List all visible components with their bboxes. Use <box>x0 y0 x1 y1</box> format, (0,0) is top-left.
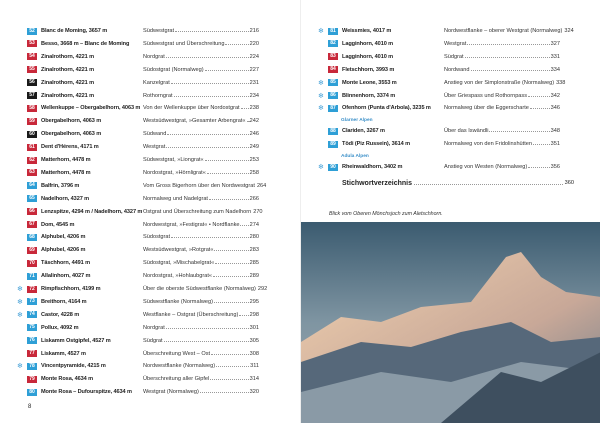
route-description <box>143 118 259 124</box>
summit-name: Blinnenhorn, 3374 m <box>342 92 396 99</box>
section-header: Adula Alpen <box>341 154 369 160</box>
section-header: Glarner Alpen <box>341 118 373 124</box>
summit-name: Zinalrothorn, 4221 m <box>41 92 95 99</box>
toc-entry[interactable] <box>27 181 267 191</box>
toc-entry[interactable] <box>27 194 259 204</box>
toc-entry[interactable] <box>27 374 259 384</box>
route-number-badge: 80 <box>27 389 37 396</box>
page-ref: 311 <box>250 363 259 370</box>
toc-entry[interactable] <box>27 323 259 333</box>
summit-name: Balfrin, 3796 m <box>41 182 80 189</box>
leader-dots <box>205 157 249 161</box>
toc-entry[interactable] <box>27 78 259 88</box>
leader-dots <box>216 363 249 367</box>
route-number-badge: 82 <box>328 40 338 47</box>
snowflake-icon: ❄ <box>17 363 23 371</box>
summit-name: Blanc de Moming, 3657 m <box>41 28 108 34</box>
route-label: Nordgrat <box>143 324 165 331</box>
toc-entry[interactable] <box>27 220 259 230</box>
toc-entry[interactable] <box>328 139 560 149</box>
page-ref: 274 <box>249 221 259 228</box>
toc-entry[interactable] <box>328 52 560 62</box>
page-ref: 242 <box>249 118 259 125</box>
route-description <box>143 67 259 73</box>
route-description <box>143 286 268 292</box>
route-description <box>143 144 259 150</box>
leader-dots <box>214 299 249 303</box>
page-ref: 285 <box>249 260 259 267</box>
route-description <box>143 170 259 176</box>
route-number-badge: 60 <box>27 131 37 138</box>
route-label: Nordostgrat, »Hörnligrat« <box>143 169 206 176</box>
leader-dots <box>241 105 249 109</box>
page-ref: 295 <box>249 298 259 305</box>
leader-dots <box>213 273 249 277</box>
route-number-badge: 74 <box>27 311 37 318</box>
leader-dots <box>174 93 249 97</box>
page-ref: 238 <box>249 105 259 112</box>
route-label: Südostgrat (Normalweg) <box>143 66 204 73</box>
route-description <box>143 208 263 215</box>
route-label: Nordwestflanke (Normalweg) <box>143 363 216 370</box>
page-ref: 264 <box>256 182 267 189</box>
page-ref: 327 <box>550 40 560 47</box>
route-description <box>143 247 259 253</box>
route-description <box>143 260 259 266</box>
page-ref: 224 <box>249 53 259 60</box>
page-ref: 249 <box>249 144 259 151</box>
snowflake-icon: ❄ <box>318 79 324 87</box>
summit-name: Monte Leone, 3553 m <box>342 79 397 86</box>
route-number-badge: 56 <box>27 79 37 86</box>
page-ref: 308 <box>249 350 259 357</box>
summit-name: Alphubel, 4206 m <box>41 234 86 241</box>
route-description <box>143 54 259 60</box>
route-label: Südostgrat <box>143 234 171 241</box>
summit-name: Pollux, 4092 m <box>41 324 79 331</box>
route-label: Rothorngrat <box>143 92 173 99</box>
route-number-badge: 78 <box>27 363 37 370</box>
route-label: Südostgrat, »Mischabelgrat« <box>143 260 215 267</box>
toc-entry[interactable] <box>17 284 268 294</box>
page-ref: 298 <box>249 311 259 318</box>
page-ref: 280 <box>249 234 259 241</box>
route-number-badge: 52 <box>27 28 37 35</box>
summit-name: Castor, 4228 m <box>41 311 80 318</box>
summit-name: Vincentpyramide, 4215 m <box>41 363 106 370</box>
route-number-badge: 83 <box>328 53 338 60</box>
toc-entry[interactable] <box>17 361 259 371</box>
summit-name: Nadelhorn, 4327 m <box>41 195 90 202</box>
route-number-badge: 85 <box>328 79 338 86</box>
page-ref: 246 <box>249 131 259 138</box>
toc-entry[interactable] <box>27 65 259 75</box>
route-number-badge: 58 <box>27 105 37 112</box>
summit-name: Dent d'Hérens, 4171 m <box>41 144 99 151</box>
route-description <box>143 157 259 163</box>
route-number-badge: 81 <box>328 28 338 35</box>
route-number-badge: 88 <box>328 128 338 135</box>
route-number-badge: 79 <box>27 376 37 383</box>
toc-entry[interactable] <box>27 387 259 397</box>
route-number-badge: 54 <box>27 53 37 60</box>
leader-dots <box>209 196 249 200</box>
toc-entry[interactable] <box>27 103 259 113</box>
leader-dots <box>240 222 248 226</box>
page-ref: 253 <box>249 157 259 163</box>
leader-dots <box>171 80 249 84</box>
toc-entry[interactable] <box>27 271 259 281</box>
leader-dots <box>210 376 248 380</box>
route-label: Über Griespass und Rothornpass <box>444 92 528 99</box>
route-description <box>143 273 259 279</box>
page-ref: 289 <box>249 273 259 280</box>
route-label: Westgrat <box>444 40 467 47</box>
toc-entry[interactable] <box>318 91 560 101</box>
summit-name: Liskamm Ostgipfel, 4527 m <box>41 337 111 344</box>
leader-dots <box>471 67 550 71</box>
route-description <box>143 41 259 47</box>
route-number-badge: 65 <box>27 195 37 202</box>
snowflake-icon: ❄ <box>17 298 23 306</box>
page-ref: 231 <box>249 79 259 86</box>
summit-name: Obergabelhorn, 4063 m <box>41 118 102 125</box>
toc-entry[interactable] <box>27 129 259 139</box>
summit-name: Alphubel, 4206 m <box>41 247 86 254</box>
route-number-badge: 75 <box>27 324 37 331</box>
page-ref: 283 <box>249 247 259 254</box>
route-label: Südgrat <box>444 53 464 60</box>
route-number-badge: 61 <box>27 144 37 151</box>
summit-name: Obergabelhorn, 4063 m <box>41 131 102 138</box>
route-description <box>143 80 259 86</box>
route-number-badge: 84 <box>328 66 338 73</box>
route-number-badge: 73 <box>27 298 37 305</box>
toc-entry[interactable] <box>318 103 560 113</box>
leader-dots <box>528 164 549 168</box>
toc-entry[interactable] <box>27 91 259 101</box>
page-ref: 320 <box>249 389 259 396</box>
leader-dots <box>528 93 550 97</box>
route-number-badge: 70 <box>27 260 37 267</box>
page-ref: 331 <box>550 53 560 60</box>
summit-name: Fletschhorn, 3993 m <box>342 66 395 73</box>
route-number-badge: 76 <box>27 337 37 344</box>
toc-entry[interactable] <box>27 39 259 49</box>
toc-entry[interactable] <box>27 336 259 346</box>
summit-name: Ofenhorn (Punta d'Arbola), 3235 m <box>342 105 431 112</box>
leader-dots <box>239 312 248 316</box>
snowflake-icon: ❄ <box>17 286 23 293</box>
leader-dots <box>175 28 249 32</box>
summit-name: Täschhorn, 4491 m <box>41 260 90 267</box>
route-description <box>143 234 259 240</box>
toc-entry[interactable] <box>328 65 560 75</box>
route-label: Normalweg und Nadelgrat <box>143 195 208 202</box>
page-ref: 356 <box>550 164 560 171</box>
summit-name: Allalinhorn, 4027 m <box>41 273 91 280</box>
index-label: Stichwortverzeichnis <box>342 180 413 187</box>
snowflake-icon: ❄ <box>318 92 324 100</box>
page-ref: 348 <box>550 128 560 135</box>
route-description <box>444 128 560 134</box>
summit-name: Zinalrothorn, 4221 m <box>41 53 95 60</box>
snowflake-icon: ❄ <box>318 164 324 172</box>
summit-name: Monte Rosa, 4634 m <box>41 376 93 383</box>
route-description <box>143 105 259 111</box>
route-label: Überschreitung West – Ost <box>143 350 211 357</box>
route-description <box>143 182 267 189</box>
leader-dots <box>211 351 249 355</box>
route-number-badge: 71 <box>27 273 37 280</box>
route-description <box>444 93 560 99</box>
summit-name: Rheinwaldhorn, 3402 m <box>342 164 403 171</box>
toc-entry[interactable] <box>27 116 259 126</box>
route-description <box>143 389 259 395</box>
leader-dots <box>167 131 248 135</box>
route-label: Nordwestgrat, »Festigrat« • Nordflanke <box>143 221 240 228</box>
toc-entry[interactable] <box>27 142 259 152</box>
route-number-badge: 63 <box>27 169 37 176</box>
route-description <box>143 131 259 137</box>
route-label: Normalweg von den Fridolinshütten <box>444 141 532 148</box>
leader-dots <box>166 325 249 329</box>
page-ref: 216 <box>249 28 259 34</box>
page-ref: 292 <box>257 286 268 292</box>
route-number-badge: 67 <box>27 221 37 228</box>
route-label: Westgrat <box>143 144 166 151</box>
leader-dots <box>489 128 549 132</box>
snowflake-icon: ❄ <box>318 105 324 113</box>
page-ref: 324 <box>564 28 574 34</box>
route-number-badge: 62 <box>27 157 37 164</box>
summit-name: Monte Rosa – Dufourspitze, 4634 m <box>41 389 132 396</box>
route-number-badge: 86 <box>328 92 338 99</box>
route-description <box>143 28 259 34</box>
leader-dots <box>205 67 249 71</box>
route-description <box>444 28 574 34</box>
index-page: 360 <box>564 180 574 186</box>
route-description <box>143 299 259 305</box>
toc-entry[interactable] <box>27 207 263 217</box>
route-label: Normalweg über die Eggerscharte <box>444 105 529 112</box>
route-description <box>444 141 560 147</box>
snowflake-icon: ❄ <box>17 311 23 319</box>
leader-dots <box>171 234 249 238</box>
summit-name: Clariden, 3267 m <box>342 128 385 135</box>
page-ref: 314 <box>249 376 259 383</box>
route-label: Westgrat (Normalweg) <box>143 389 199 396</box>
summit-name: Tödi (Piz Russein), 3614 m <box>342 141 410 148</box>
route-number-badge: 66 <box>27 208 37 215</box>
toc-entry[interactable] <box>27 168 259 178</box>
route-number-badge: 55 <box>27 66 37 73</box>
leader-dots <box>247 118 249 122</box>
route-label: Von der Wellenkuppe über Nordostgrat <box>143 105 240 112</box>
leader-dots <box>467 41 549 45</box>
toc-entry[interactable] <box>328 126 560 136</box>
route-label: Südwand <box>143 131 167 138</box>
route-number-badge: 57 <box>27 92 37 99</box>
toc-entry[interactable] <box>27 52 259 62</box>
route-label: Vom Gross Bigerhorn über den Nordwestgrat <box>143 182 255 189</box>
route-number-badge: 87 <box>328 105 338 112</box>
page-ref: 234 <box>249 92 259 99</box>
page-number: 8 <box>28 404 32 410</box>
leader-dots <box>533 141 550 145</box>
leader-dots <box>166 144 248 148</box>
toc-entry[interactable] <box>27 232 259 242</box>
summit-name: Rimpfischhorn, 4199 m <box>41 286 101 292</box>
route-label: Über die oberste Südwestflanke (Normalweg) <box>143 286 256 292</box>
page-ref: 270 <box>253 208 263 215</box>
summit-name: Weissmies, 4017 m <box>342 28 392 34</box>
route-label: Nordostgrat, »Hohlaubgrat« <box>143 273 213 280</box>
route-description <box>143 363 259 369</box>
leader-dots <box>166 54 249 58</box>
toc-entry[interactable] <box>328 39 560 49</box>
page-ref: 334 <box>550 66 560 73</box>
route-description <box>143 93 259 99</box>
page-ref: 346 <box>550 105 560 112</box>
toc-entry[interactable] <box>318 162 560 172</box>
summit-name: Wellenkuppe – Obergabelhorn, 4063 m <box>41 105 141 112</box>
route-number-badge: 89 <box>328 141 338 148</box>
route-description <box>143 312 259 318</box>
summit-name: Dom, 4545 m <box>41 221 75 228</box>
route-description <box>143 196 259 202</box>
right-page <box>300 0 600 423</box>
page-ref: 266 <box>249 195 259 202</box>
summit-name: Breithorn, 4164 m <box>41 298 87 305</box>
route-number-badge: 64 <box>27 182 37 189</box>
route-label: Kanzelgrat <box>143 79 170 86</box>
summit-name: Matterhorn, 4478 m <box>41 169 91 176</box>
mountain-photo <box>301 222 600 423</box>
toc-entry[interactable] <box>27 258 259 268</box>
summit-name: Zinalrothorn, 4221 m <box>41 66 95 73</box>
route-description <box>143 376 259 382</box>
route-label: Nordwand <box>444 66 470 73</box>
summit-name: Lagginhorn, 4010 m <box>342 53 394 60</box>
route-description <box>444 67 560 73</box>
leader-dots <box>207 170 249 174</box>
summit-name: Matterhorn, 4478 m <box>41 157 91 163</box>
route-number-badge: 90 <box>328 164 338 171</box>
page-ref: 351 <box>550 141 560 148</box>
route-label: Über das Iswändli <box>444 128 489 135</box>
route-label: Westflanke – Ostgrat (Überschreitung) <box>143 311 239 318</box>
route-label: Nordgrat <box>143 53 165 60</box>
route-label: Westsüdwestgrat, »Rotgrat« <box>143 247 214 254</box>
route-label: Anstieg von Westen (Normalweg) <box>444 164 528 171</box>
leader-dots <box>214 247 248 251</box>
route-label: Anstieg von der Simplonstraße (Normalweg) <box>444 79 555 86</box>
summit-name: Liskamm, 4527 m <box>41 350 86 357</box>
toc-entry[interactable] <box>17 297 259 307</box>
route-description <box>444 164 560 170</box>
toc-entry[interactable] <box>318 78 566 88</box>
route-label: Westsüdwestgrat, »Gesamter Arbengrat« <box>143 118 246 125</box>
page-ref: 227 <box>249 66 259 73</box>
route-number-badge: 59 <box>27 118 37 125</box>
toc-entry[interactable] <box>318 26 574 36</box>
snowflake-icon: ❄ <box>318 28 324 35</box>
route-label: Südwestgrat <box>143 28 175 34</box>
toc-entry[interactable] <box>27 155 259 165</box>
leader-dots <box>530 105 550 109</box>
summit-name: Lagginhorn, 4010 m <box>342 40 394 47</box>
route-label: Ostgrat und Überschreitung zum Nadelhorn <box>143 208 252 215</box>
page-ref: 258 <box>249 169 259 176</box>
route-description <box>444 54 560 60</box>
route-number-badge: 68 <box>27 234 37 241</box>
route-label: Südgrat <box>143 337 163 344</box>
route-label: Südwestgrat und Überschreitung <box>143 40 225 47</box>
leader-dots <box>200 389 249 393</box>
toc-entry[interactable] <box>27 349 259 359</box>
leader-dots <box>215 260 248 264</box>
route-label: Nordwestflanke – oberer Westgrat (Normalweg) <box>444 28 563 34</box>
toc-entry[interactable] <box>17 310 259 320</box>
leader-dots <box>225 41 248 45</box>
page-ref: 338 <box>556 79 566 86</box>
page-ref: 220 <box>249 40 259 47</box>
route-label: Überschreitung aller Gipfel <box>143 376 210 383</box>
route-number-badge: 77 <box>27 350 37 357</box>
route-number-badge: 72 <box>27 286 37 293</box>
route-description <box>143 338 259 344</box>
leader-dots <box>465 54 550 58</box>
summit-name: Zinalrothorn, 4221 m <box>41 79 95 86</box>
toc-entry[interactable] <box>27 26 259 36</box>
route-number-badge: 69 <box>27 247 37 254</box>
route-label: Südwestgrat, »Liongrat« <box>143 157 204 163</box>
index-entry[interactable] <box>342 180 574 187</box>
route-number-badge: 53 <box>27 40 37 47</box>
route-description <box>143 222 259 228</box>
route-description <box>444 41 560 47</box>
route-description <box>444 105 560 111</box>
route-description <box>143 325 259 331</box>
page-ref: 305 <box>249 337 259 344</box>
summit-name: Besso, 3668 m – Blanc de Moming <box>41 40 130 47</box>
route-label: Südwestflanke (Normalweg) <box>143 298 213 305</box>
toc-entry[interactable] <box>27 245 259 255</box>
leader-dots <box>164 338 249 342</box>
route-description <box>444 79 566 86</box>
page-ref: 342 <box>550 92 560 99</box>
photo-caption: Blick vom Oberen Mönchsjoch zum Aletschhorn. <box>329 211 443 217</box>
route-description <box>143 351 259 357</box>
summit-name: Lenzspitze, 4294 m / Nadelhorn, 4327 m <box>41 208 143 215</box>
page-ref: 301 <box>249 324 259 331</box>
